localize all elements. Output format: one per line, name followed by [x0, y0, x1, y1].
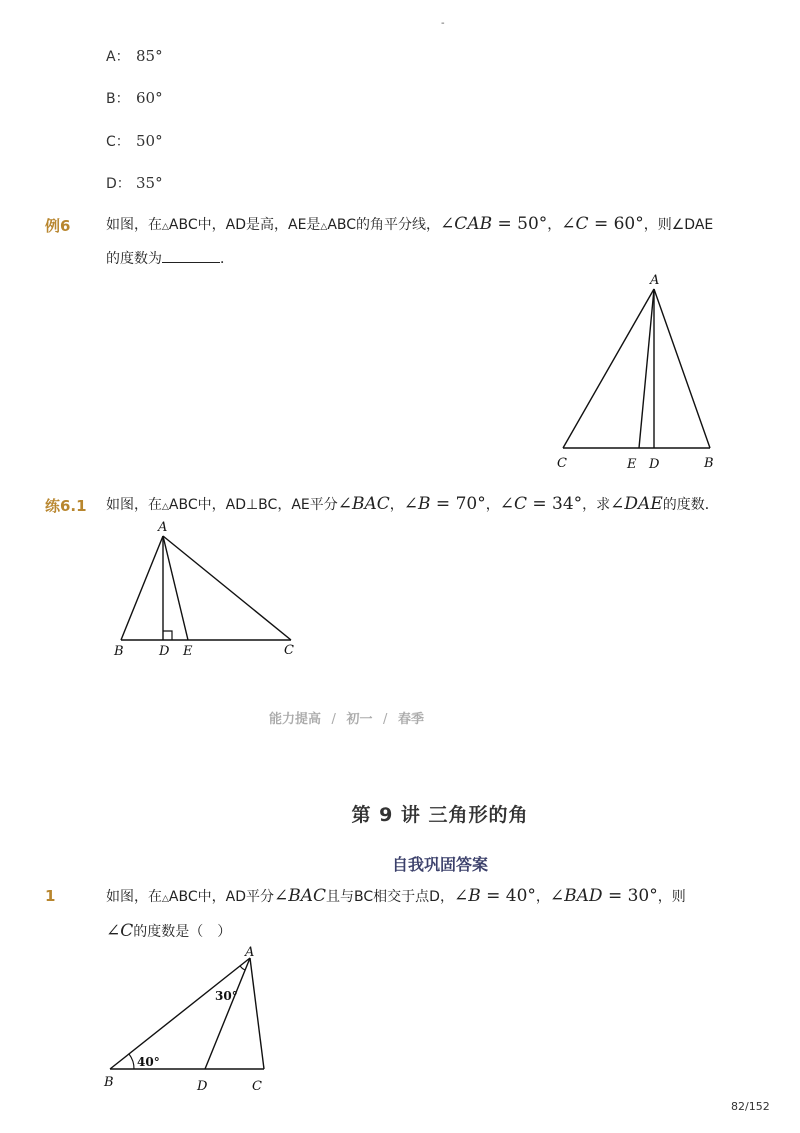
text: 的度数为 [106, 251, 162, 267]
text: 的度数． [662, 497, 719, 513]
triangle-symbol: △ [162, 894, 169, 904]
math: = 60° [588, 214, 644, 234]
triangle-symbol: △ [162, 502, 169, 512]
side-ab [121, 536, 163, 640]
example-6-line-1 [106, 208, 726, 243]
math: ∠B [403, 494, 431, 514]
option-b [106, 88, 163, 108]
text: ABC中，AD平分 [168, 889, 274, 905]
option-b-label: B： [106, 91, 130, 107]
vertex-c-label: C [557, 456, 567, 471]
side-ac [250, 958, 264, 1069]
math: = 34° [526, 494, 583, 514]
side-ac [563, 289, 654, 448]
math: ∠C [499, 494, 527, 514]
text: ． [220, 251, 234, 267]
header-mark: - [441, 18, 445, 29]
point-e-label: E [183, 644, 193, 659]
question-1-figure [100, 938, 280, 1098]
math: ∠BAC [337, 494, 390, 514]
page-footer-breadcrumb [269, 708, 424, 727]
text: ， [485, 497, 500, 513]
footer-part: 春季 [397, 712, 424, 727]
side-ab [110, 958, 250, 1069]
angle-b-label: 40° [137, 1055, 160, 1069]
vertex-b-label: B [114, 644, 124, 659]
text: ， [547, 217, 562, 233]
point-d-label: D [159, 644, 170, 659]
bisector-ae [163, 536, 188, 640]
side-ac [163, 536, 291, 640]
footer-part: 能力提高 [269, 712, 322, 727]
exercise-6-1-figure [108, 518, 303, 663]
option-a [106, 46, 163, 66]
point-e-label: E [627, 457, 637, 472]
example-6-label: 例6 [45, 217, 71, 235]
angle-a-label: 30° [215, 989, 238, 1003]
text: ABC中，AD是高，AE是 [168, 217, 321, 233]
math: = 50° [492, 214, 548, 234]
math: ∠C [106, 921, 134, 941]
point-d-label: D [649, 457, 660, 472]
option-a-value: 85° [136, 47, 163, 65]
math: = 30° [602, 886, 658, 906]
example-6-figure [550, 270, 730, 475]
math: ∠C [561, 214, 589, 234]
angle-arc-b [129, 1054, 134, 1069]
text: 且与BC相交于点D， [326, 889, 454, 905]
math: = 70° [430, 494, 486, 514]
vertex-b-label: B [104, 1075, 114, 1090]
text: ，求 [582, 497, 611, 513]
option-c-label: C： [106, 134, 130, 150]
math: ∠B [453, 886, 481, 906]
text: ABC的角平分线， [327, 217, 441, 233]
option-d-value: 35° [136, 174, 163, 192]
option-c-value: 50° [136, 132, 163, 150]
vertex-c-label: C [252, 1079, 262, 1094]
triangle-symbol: △ [320, 222, 328, 232]
answer-blank[interactable] [162, 248, 220, 263]
option-a-label: A： [106, 49, 130, 65]
footer-separator: / [331, 712, 336, 727]
right-angle-mark [163, 631, 172, 640]
example-6-question [106, 208, 726, 275]
math: ∠BAD [549, 886, 603, 906]
vertex-c-label: C [284, 643, 294, 658]
math: ∠CAB [440, 214, 493, 234]
question-1-line-1 [106, 880, 726, 915]
bisector-ad [205, 958, 250, 1069]
angle-arc-a [240, 966, 245, 970]
bisector-ae [639, 289, 654, 448]
vertex-a-label: A [158, 520, 168, 535]
option-d-label: D： [106, 176, 131, 192]
text: 如图，在 [106, 497, 162, 513]
triangle-symbol: △ [162, 222, 169, 232]
option-b-value: 60° [136, 89, 163, 107]
text: ，则∠DAE [643, 217, 714, 233]
text: 如图，在 [106, 217, 162, 233]
option-c [106, 131, 163, 151]
question-1-number: 1 [45, 887, 56, 905]
math: = 40° [480, 886, 536, 906]
exercise-6-1-label: 练6.1 [45, 497, 87, 515]
vertex-b-label: B [704, 456, 714, 471]
math: ∠BAC [274, 886, 327, 906]
text: ， [389, 497, 404, 513]
text: ，则 [657, 889, 686, 905]
vertex-a-label: A [650, 273, 660, 288]
option-d [106, 173, 163, 193]
text: 的度数是（ ） [133, 924, 232, 940]
side-ab [654, 289, 710, 448]
text: ， [535, 889, 550, 905]
math: ∠DAE [610, 494, 663, 514]
page-number: 82/152 [731, 1100, 770, 1113]
lesson-title: 第 9 讲 三角形的角 [351, 804, 529, 826]
footer-part: 初一 [346, 712, 373, 727]
text: ABC中，AD⊥BC，AE平分 [168, 497, 338, 513]
section-title: 自我巩固答案 [391, 855, 488, 874]
vertex-a-label: A [245, 945, 255, 960]
footer-separator: / [383, 712, 388, 727]
text: 如图，在 [106, 889, 162, 905]
point-d-label: D [197, 1079, 208, 1094]
